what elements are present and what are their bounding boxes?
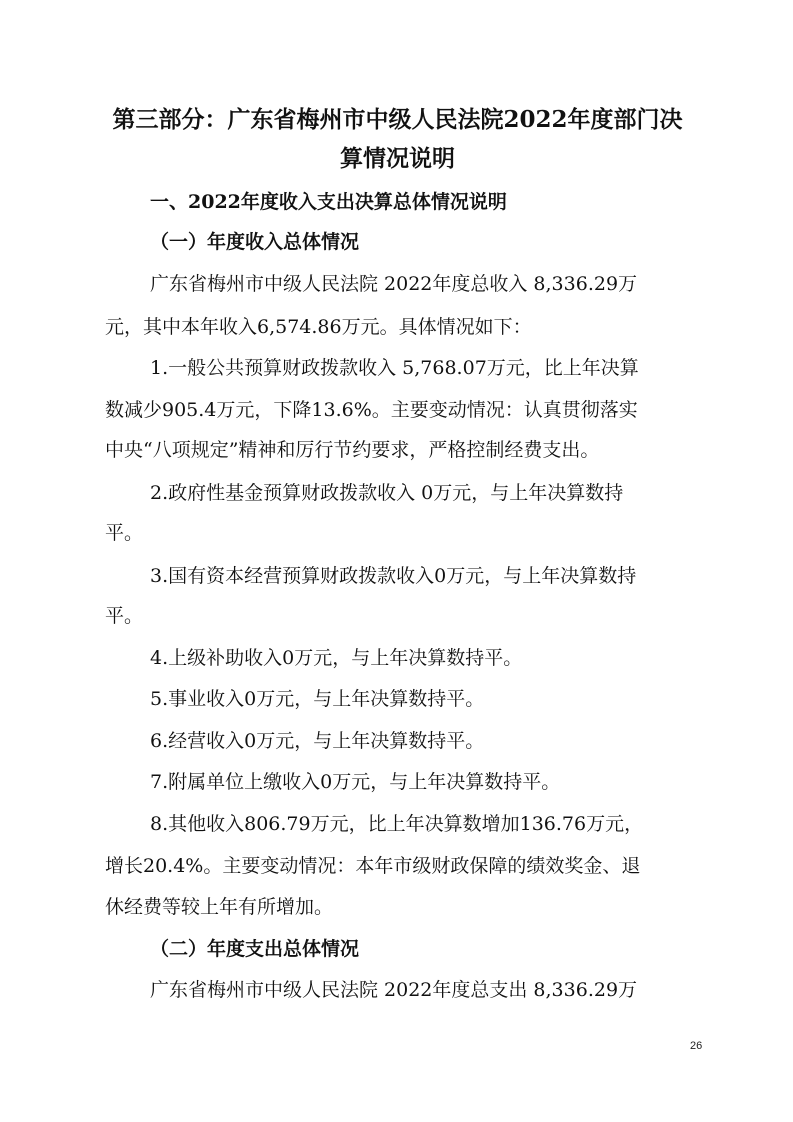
income-item-1-line-2: 数减少905.4万元，下降13.6%。主要变动情况：认真贯彻落实 [105,399,638,421]
subsection-heading-income: （一）年度收入总体情况 [150,231,360,253]
income-intro-line-1: 广东省梅州市中级人民法院 2022年度总收入 8,336.29万 [150,273,638,295]
income-item-8-line-3: 休经费等较上年有所增加。 [105,896,334,918]
document-title-line-2: 算情况说明 [340,145,455,172]
section-heading-income-expenditure: 一、2022年度收入支出决算总体情况说明 [150,191,507,213]
income-item-6: 6.经营收入0万元，与上年决算数持平。 [150,730,485,752]
page-number: 26 [690,1040,703,1052]
expenditure-intro-line-1: 广东省梅州市中级人民法院 2022年度总支出 8,336.29万 [150,979,638,1001]
income-item-4: 4.上级补助收入0万元，与上年决算数持平。 [150,647,523,669]
income-item-1-line-3: 中央“八项规定”精神和厉行节约要求，严格控制经费支出。 [105,439,600,461]
income-item-2-line-2: 平。 [105,522,144,544]
document-title-line-1: 第三部分：广东省梅州市中级人民法院2022年度部门决 [112,106,683,133]
income-item-5: 5.事业收入0万元，与上年决算数持平。 [150,688,485,710]
income-item-8-line-1: 8.其他收入806.79万元，比上年决算数增加136.76万元， [150,813,644,835]
income-item-3-line-1: 3.国有资本经营预算财政拨款收入0万元，与上年决算数持 [150,565,637,587]
income-item-2-line-1: 2.政府性基金预算财政拨款收入 0万元，与上年决算数持 [150,482,624,504]
income-item-7: 7.附属单位上缴收入0万元，与上年决算数持平。 [150,771,561,793]
income-item-3-line-2: 平。 [105,605,144,627]
income-item-1-line-1: 1.一般公共预算财政拨款收入 5,768.07万元，比上年决算 [150,357,639,379]
subsection-heading-expenditure: （二）年度支出总体情况 [150,938,360,960]
income-item-8-line-2: 增长20.4%。主要变动情况：本年市级财政保障的绩效奖金、退 [105,855,641,877]
income-intro-line-2: 元，其中本年收入6,574.86万元。具体情况如下： [105,316,532,338]
